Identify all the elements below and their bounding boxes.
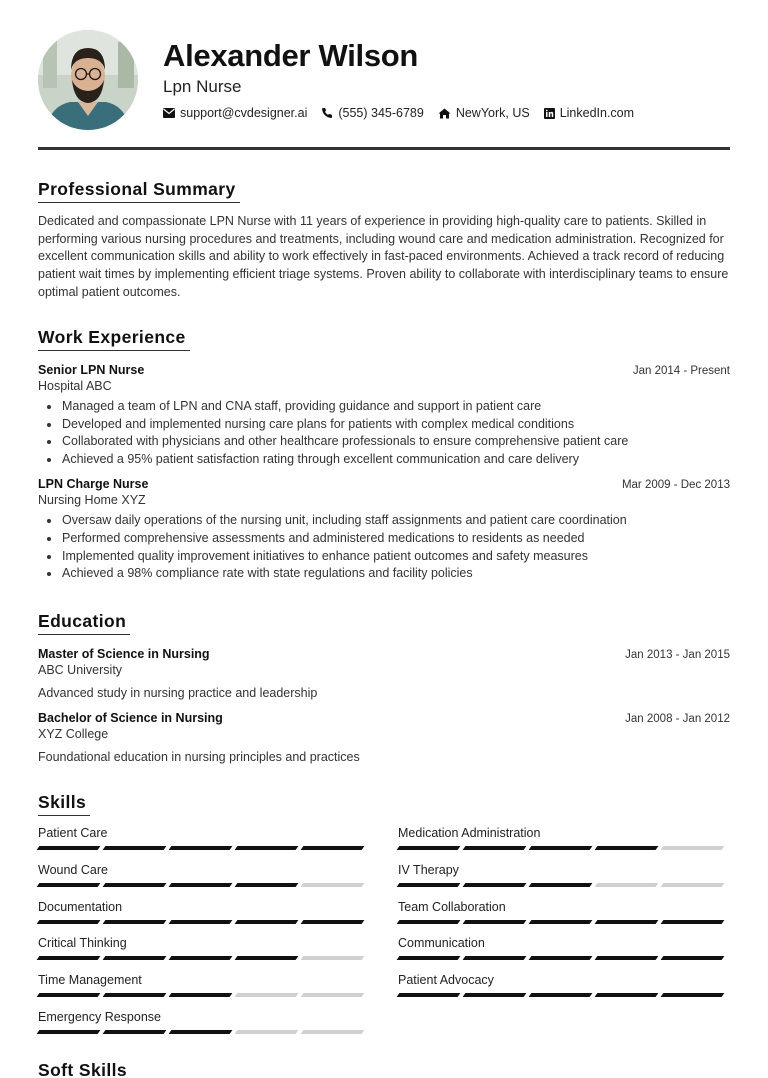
degree-title: Bachelor of Science in Nursing [38,711,223,725]
summary-heading: Professional Summary [38,179,240,203]
job-bullets [38,398,730,468]
job-company: Hospital ABC [38,379,112,393]
skill-segment-empty [301,883,365,887]
skill-segment-filled [661,993,725,997]
education-entry [38,647,730,700]
skill-segment-filled [103,956,167,960]
job-dates: Mar 2009 - Dec 2013 [621,479,730,492]
skill-name: Wound Care [38,863,108,877]
experience-section [38,327,730,583]
soft-skills-heading: Soft Skills [38,1060,131,1078]
skill-segment-empty [595,883,659,887]
skill-item [38,863,368,887]
skill-segment-empty [661,883,725,887]
skill-segment-filled [103,920,167,924]
skill-level-bar [38,846,368,850]
job-title: Senior LPN Nurse [38,363,145,377]
header-divider [38,147,730,150]
skill-segment-filled [103,883,167,887]
linkedin-icon [544,108,555,119]
skill-segment-empty [301,956,365,960]
skill-item [38,1010,368,1034]
education-section [38,611,730,764]
skill-segment-filled [301,846,365,850]
education-description: Advanced study in nursing practice and leadership [38,686,318,700]
skill-segment-filled [529,883,593,887]
skill-segment-filled [397,956,461,960]
skill-segment-filled [595,993,659,997]
skill-item [398,973,728,997]
email-text: support@cvdesigner.ai [180,106,308,120]
skill-segment-filled [397,883,461,887]
skill-name: Documentation [38,900,123,914]
skill-item [398,900,728,924]
education-entry [38,711,730,764]
skill-segment-empty [661,846,725,850]
job-bullet: Achieved a 95% patient satisfaction rating through excellent communication and care delivery [38,451,730,469]
skill-segment-filled [595,920,659,924]
skill-segment-filled [529,846,593,850]
skill-level-bar [398,920,728,924]
skills-section [38,792,730,1046]
skill-segment-filled [169,993,233,997]
job-bullets [38,512,730,582]
skill-level-bar [398,993,728,997]
skill-segment-filled [37,1030,101,1034]
skills-heading: Skills [38,792,90,816]
skill-segment-filled [235,920,299,924]
skill-segment-empty [235,993,299,997]
job-bullet: Implemented quality improvement initiatives to enhance patient outcomes and safety measures [38,548,730,566]
skill-segment-filled [595,846,659,850]
phone-text: (555) 345-6789 [338,106,424,120]
skill-item [398,936,728,960]
job-bullet: Developed and implemented nursing care plans for patients with complex medical conditions [38,416,730,434]
home-icon [438,108,451,119]
skill-segment-filled [463,846,527,850]
skill-item [398,863,728,887]
school-name: ABC University [38,663,123,677]
contact-phone[interactable] [321,106,423,120]
job-entry [38,363,730,468]
skill-segment-filled [169,883,233,887]
experience-heading: Work Experience [38,327,190,351]
skill-level-bar [398,883,728,887]
education-description: Foundational education in nursing principles and practices [38,750,360,764]
skill-segment-filled [103,1030,167,1034]
profile-photo [38,30,138,130]
skill-segment-filled [529,956,593,960]
skill-segment-filled [463,920,527,924]
skill-segment-filled [595,956,659,960]
contact-location [438,106,530,120]
contact-row [163,106,648,120]
skill-segment-filled [397,846,461,850]
skill-name: Medication Administration [398,826,541,840]
resume-header [38,30,730,130]
skill-segment-filled [529,920,593,924]
skill-name: Communication [398,936,485,950]
skill-segment-filled [37,993,101,997]
job-dates: Jan 2014 - Present [632,365,730,377]
skill-item [398,826,728,850]
candidate-name: Alexander Wilson [163,38,419,73]
skill-segment-filled [235,956,299,960]
avatar [38,30,138,130]
skill-segment-filled [661,956,725,960]
skill-segment-filled [301,920,365,924]
skill-item [38,936,368,960]
skill-segment-empty [301,993,365,997]
skill-segment-filled [37,846,101,850]
job-bullet: Oversaw daily operations of the nursing unit, including staff assignments and patient care coordination [38,512,730,530]
skill-name: Critical Thinking [38,936,127,950]
skills-grid [38,826,730,1046]
job-bullet: Performed comprehensive assessments and administered medications to residents as needed [38,530,730,548]
skill-segment-filled [169,1030,233,1034]
skill-segment-filled [529,993,593,997]
education-dates: Jan 2013 - Jan 2015 [625,649,730,661]
candidate-title: Lpn Nurse [163,77,242,96]
soft-skills-section [38,1060,730,1078]
skill-segment-filled [661,920,725,924]
summary-section [38,179,730,302]
job-bullet: Achieved a 98% compliance rate with state regulations and facility policies [38,565,730,583]
education-dates: Jan 2008 - Jan 2012 [625,713,730,725]
summary-text: Dedicated and compassionate LPN Nurse with 11 years of experience in providing high-quality care to patients. Skilled in performing various nursing procedures and treatments, including wound care and medication administration. Recognized for excellent communication skills and ability to work effectively in fast-paced environments. Achieved a track record of reducing patient wait times by implementing efficient triage systems. Proven ability to collaborate with interdisciplinary teams to ensure optimal patient outcomes. [38,214,729,299]
degree-title: Master of Science in Nursing [38,647,210,661]
skill-level-bar [38,993,368,997]
skill-level-bar [398,956,728,960]
job-entry [38,477,730,582]
education-heading: Education [38,611,130,635]
linkedin-text: LinkedIn.com [559,106,635,120]
skill-level-bar [398,846,728,850]
skill-item [38,973,368,997]
skill-item [38,826,368,850]
skill-item [38,900,368,924]
skill-name: IV Therapy [398,863,459,877]
contact-email[interactable] [163,106,307,120]
skill-segment-filled [169,956,233,960]
job-company: Nursing Home XYZ [38,493,146,508]
skill-segment-filled [103,846,167,850]
skill-level-bar [38,1030,368,1034]
job-bullet: Collaborated with physicians and other healthcare professionals to ensure comprehensive patient care [38,433,730,451]
skill-segment-filled [463,956,527,960]
job-title: LPN Charge Nurse [38,477,149,492]
skill-level-bar [38,883,368,887]
location-text: NewYork, US [455,106,530,120]
skill-segment-filled [37,956,101,960]
skill-name: Patient Care [38,826,108,840]
skill-name: Time Management [38,973,142,987]
skill-segment-filled [235,883,299,887]
skill-level-bar [38,956,368,960]
skill-segment-filled [463,993,527,997]
skill-segment-filled [463,883,527,887]
skill-segment-empty [301,1030,365,1034]
skill-name: Patient Advocacy [398,973,494,987]
skill-level-bar [38,920,368,924]
skill-segment-filled [37,920,101,924]
skill-segment-filled [169,920,233,924]
skill-segment-filled [235,846,299,850]
skill-name: Emergency Response [38,1010,161,1024]
job-bullet: Managed a team of LPN and CNA staff, providing guidance and support in patient care [38,398,730,416]
skill-name: Team Collaboration [398,900,506,914]
skill-segment-empty [235,1030,299,1034]
skill-segment-filled [103,993,167,997]
skill-segment-filled [169,846,233,850]
skill-segment-filled [397,920,461,924]
phone-icon [321,107,333,119]
skill-segment-filled [37,883,101,887]
skill-segment-filled [397,993,461,997]
envelope-icon [163,108,175,118]
contact-linkedin[interactable] [544,106,634,120]
school-name: XYZ College [38,727,109,741]
